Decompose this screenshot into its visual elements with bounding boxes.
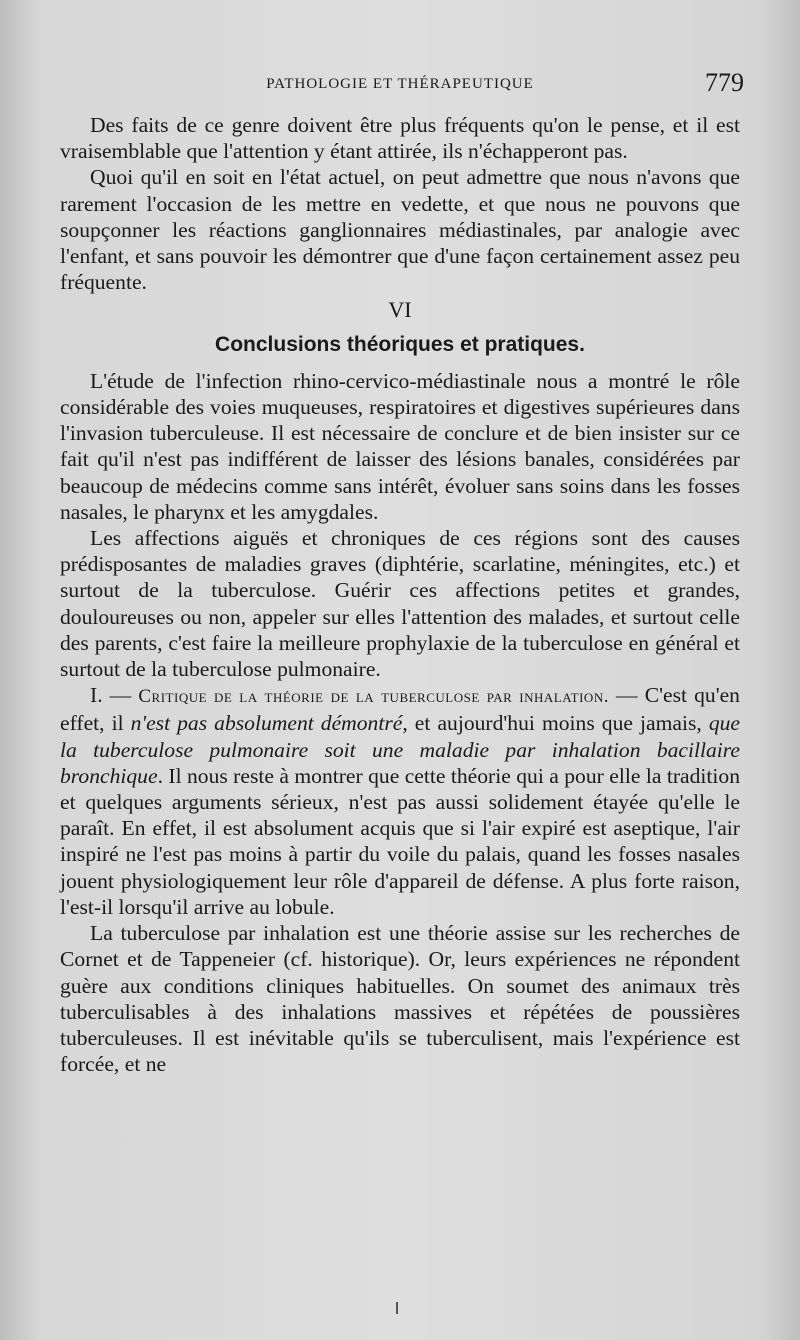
paragraph-4: Les affections aiguës et chroniques de ces régions sont des causes prédisposantes de maladies graves (diphtérie, scarlatine, méningites, etc.) et surtout de la tuberculose. Guérir ces affections petites et grandes, douloureuses ou non, appeler sur elles l'attention des malades, et surtout celle des parents, c'est faire la meilleure prophylaxie de la tuberculose en général et surtout de la tuberculose pulmonaire. [60, 526, 740, 682]
paragraph-6: La tuberculose par inhalation est une théorie assise sur les recherches de Cornet et de Tappeneier (cf. historique). Or, leurs expériences ne répondent guère aux conditions cliniques habituelles. On soumet des animaux très tuberculisables à des inhalations massives et répétées de poussières tuberculeuses. Il est inévitable qu'ils se tuberculisent, mais l'expérience est forcée, et ne [60, 921, 740, 1077]
running-head: PATHOLOGIE ET THÉRAPEUTIQUE [266, 76, 534, 92]
paragraph-5-text-a: — C'est qu'en effet, il [60, 683, 740, 736]
paragraph-3: L'étude de l'infection rhino-cervico-médiastinale nous a montré le rôle considérable des voies muqueuses, respiratoires et digestives supérieures dans l'invasion tuberculeuse. Il est nécessaire de conclure et de bien insister sur ce fait qu'il n'est pas indifférent de laisser des lésions banales, considérées par beaucoup de médecins comme sans intérêt, évoluer sans soins dans les fosses nasales, le pharynx et les amygdales. [60, 368, 740, 524]
subsection-label: I. — [90, 683, 139, 708]
paragraph-5-text-e: . Il nous reste à montrer que cette théorie qui a pour elle la tradition et quelques arguments sérieux, n'est pas aussi solidement étayée qu'elle le paraît. En effet, il est absolument acquis que si l'air expiré est aseptique, l'air inspiré ne l'est pas moins à partir du voile du palais, quand les fosses nasales jouent physiologiquement leur rôle d'appareil de défense. A plus forte raison, l'est-il lorsqu'il arrive au lobule. [60, 763, 740, 919]
paragraph-5-italic-2: que la tuberculose pulmonaire soit une maladie par inhalation bacillaire bronchique [60, 711, 741, 788]
paragraph-5-italic-1: n'est pas absolument démontré [130, 711, 403, 736]
paragraph-5-text-c: , et aujourd'hui moins que jamais, [402, 711, 709, 736]
paragraph-5 [60, 682, 740, 920]
page-number: 779 [705, 68, 744, 97]
print-mark [396, 1302, 398, 1314]
section-title: Conclusions théoriques et pratiques. [215, 332, 585, 356]
subsection-heading: Critique de la théorie de la tuberculose par inhalation. [138, 686, 609, 708]
paragraph-1: Des faits de ce genre doivent être plus fréquents qu'on le pense, et il est vraisemblable que l'attention y étant attirée, ils n'échapperont pas. [60, 113, 740, 164]
page-body [60, 112, 740, 1077]
section-number: VI [388, 297, 412, 323]
page-header [60, 68, 744, 104]
paragraph-2: Quoi qu'il en soit en l'état actuel, on peut admettre que nous n'avons que rarement l'occasion de les mettre en vedette, et que nous ne pouvons que soupçonner les réactions ganglionnaires médiastinales, par analogie avec l'enfant, et sans pouvoir les démontrer que d'une façon certainement assez peu fréquente. [60, 165, 740, 295]
